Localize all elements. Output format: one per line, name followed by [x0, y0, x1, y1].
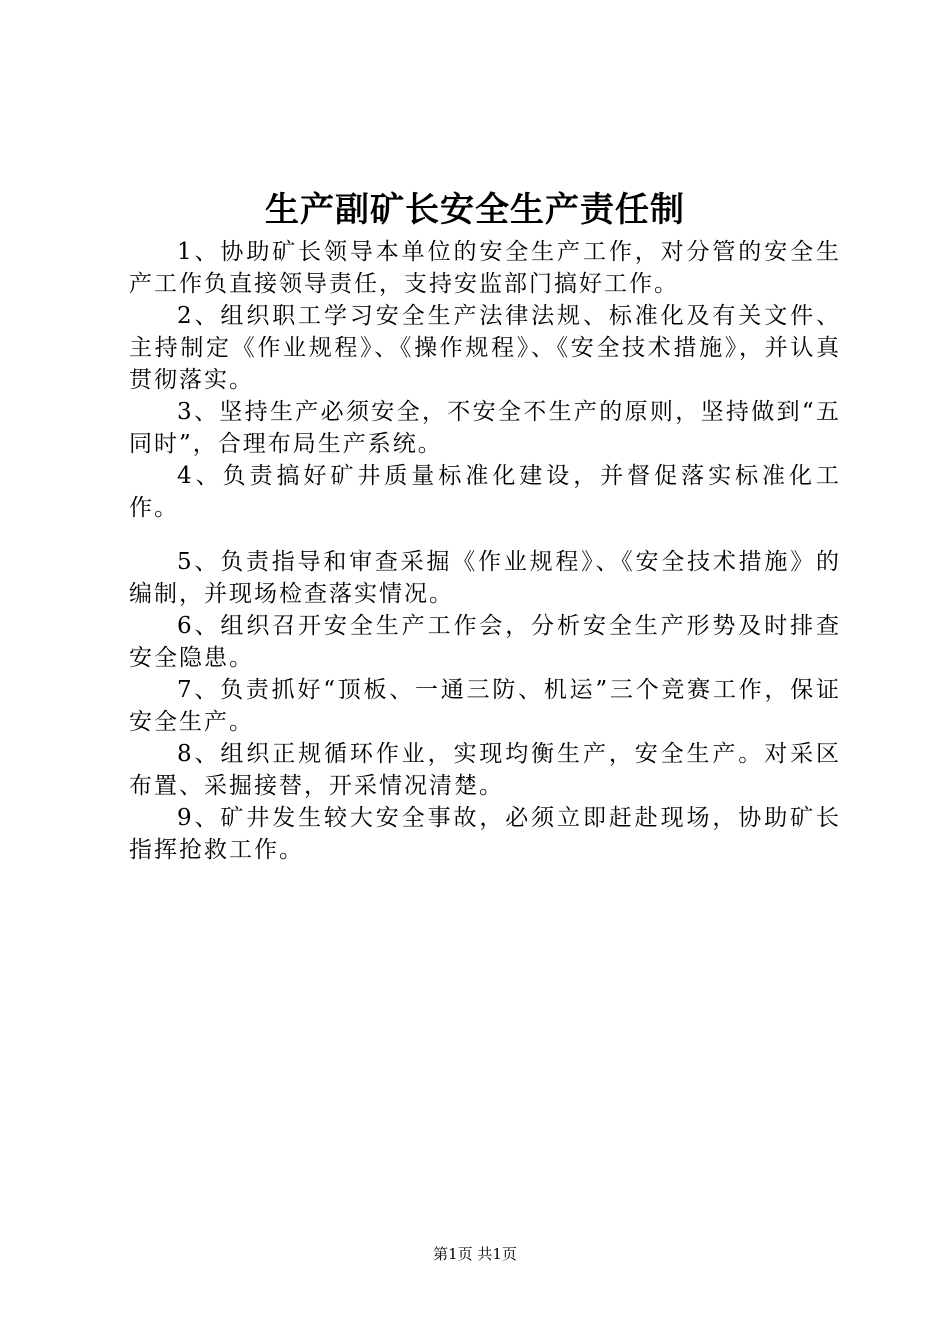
- paragraph-7: 7、负责抓好“顶板、一通三防、机运”三个竞赛工作，保证安全生产。: [129, 677, 841, 735]
- paragraph-2: 2、组织职工学习安全生产法律法规、标准化及有关文件、主持制定《作业规程》、《操作规程》、《安全技术措施》，并认真贯彻落实。: [129, 303, 841, 393]
- paragraph-1: 1、协助矿长领导本单位的安全生产工作，对分管的安全生产工作负直接领导责任，支持安监部门搞好工作。: [129, 239, 841, 297]
- paragraph-4: 4、负责搞好矿井质量标准化建设，并督促落实标准化工作。: [129, 463, 841, 521]
- document-title: 生产副矿长安全生产责任制: [265, 190, 685, 230]
- paragraph-9: 9、矿井发生较大安全事故，必须立即赶赴现场，协助矿长指挥抢救工作。: [129, 805, 841, 863]
- paragraph-5: 5、负责指导和审查采掘《作业规程》、《安全技术措施》的编制，并现场检查落实情况。: [129, 549, 841, 607]
- paragraph-3: 3、坚持生产必须安全，不安全不生产的原则，坚持做到“五同时”，合理布局生产系统。: [129, 399, 841, 457]
- paragraph-8: 8、组织正规循环作业，实现均衡生产，安全生产。对采区布置、采掘接替，开采情况清楚。: [129, 741, 841, 799]
- paragraph-6: 6、组织召开安全生产工作会，分析安全生产形势及时排查安全隐患。: [129, 613, 841, 671]
- page-number-footer: 第1页 共1页: [433, 1245, 517, 1263]
- document-body: [129, 236, 841, 866]
